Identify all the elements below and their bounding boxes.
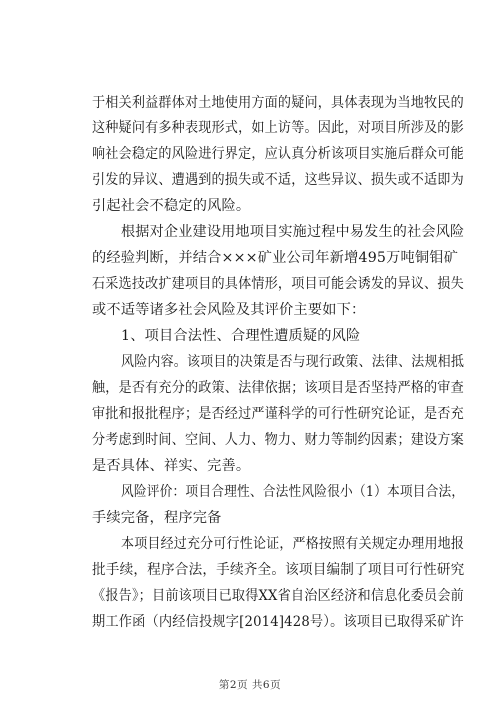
- paragraph-line: 批手续，程序合法，手续齐全。该项目编制了项目可行性研究: [92, 562, 465, 578]
- paragraph-line: 是否具体、祥实、完善。: [92, 458, 251, 474]
- paragraph-line: 《报告》；目前该项目已取得XX省自治区经济和信息化委员会前: [92, 588, 464, 604]
- paragraph-line: 手续完备，程序完备: [92, 510, 222, 526]
- paragraph-line: 期工作函（内经信投规字[2014]428号）。该项目已取得采矿许: [92, 614, 464, 630]
- paragraph-line: 根据对企业建设用地项目实施过程中易发生的社会风险: [121, 224, 465, 240]
- paragraph-line: 响社会稳定的风险进行界定，应认真分析该项目实施后群众可能: [92, 146, 464, 162]
- paragraph-line: 本项目经过充分可行性论证，严格按照有关规定办理用地报: [121, 536, 465, 552]
- paragraph-line: 引起社会不稳定的风险。: [92, 198, 251, 214]
- section-heading: 1、项目合法性、合理性遭质疑的风险: [121, 328, 361, 344]
- paragraph-line: 引发的异议、遭遇到的损失或不适，这些异议、损失或不适即为: [92, 172, 464, 188]
- paragraph-line: 或不适等诸多社会风险及其评价主要如下：: [92, 302, 366, 318]
- paragraph-line: 这种疑问有多种表现形式，如上访等。因此，对项目所涉及的影: [92, 120, 464, 136]
- page-number-footer: 第2页 共6页: [218, 679, 282, 691]
- paragraph-line: 触，是否有充分的政策、法律依据；该项目是否坚持严格的审查: [92, 380, 464, 396]
- paragraph-line: 风险内容。该项目的决策是否与现行政策、法律、法规相抵: [121, 354, 465, 370]
- paragraph-line: 风险评价：项目合理性、合法性风险很小（1）本项目合法，: [121, 484, 465, 500]
- paragraph-line: 石采选技改扩建项目的具体情形，项目可能会诱发的异议、损失: [92, 276, 464, 292]
- paragraph-line: 审批和报批程序；是否经过严谨科学的可行性研究论证，是否充: [92, 406, 464, 422]
- paragraph-line: 的经验判断，并结合×××矿业公司年新增495万吨铜钼矿: [92, 250, 459, 266]
- paragraph-line: 分考虑到时间、空间、人力、物力、财力等制约因素；建设方案: [92, 432, 464, 448]
- paragraph-line: 于相关利益群体对土地使用方面的疑问，具体表现为当地牧民的: [92, 95, 464, 111]
